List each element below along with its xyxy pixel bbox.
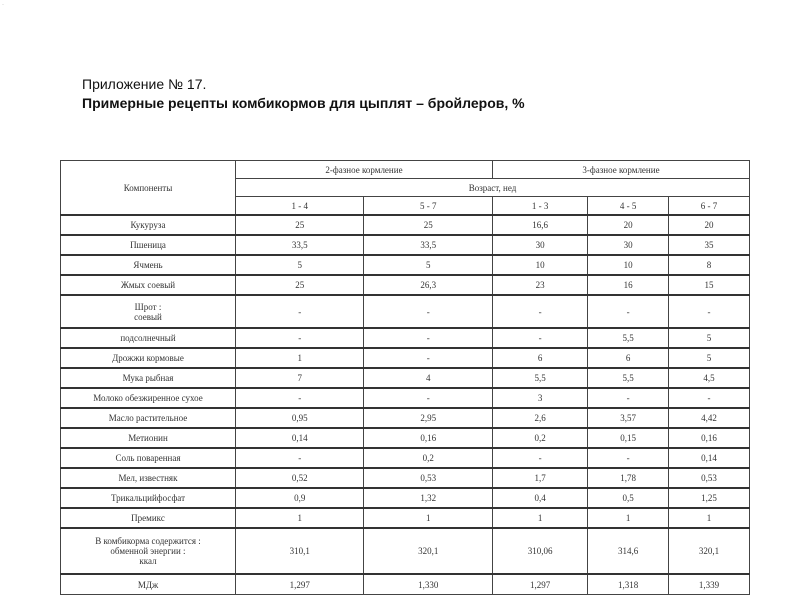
cell-value: 4,5 xyxy=(669,368,750,388)
cell-value: 1,78 xyxy=(588,468,669,488)
row-label: Мел, известняк xyxy=(61,468,236,488)
cell-value: 5,5 xyxy=(588,368,669,388)
cell-value: 1 xyxy=(364,508,493,528)
cell-value: 6 xyxy=(492,348,587,368)
cell-value: 0,15 xyxy=(588,428,669,448)
row-label: Масло растительное xyxy=(61,408,236,428)
cell-value: 26,3 xyxy=(364,275,493,295)
header-age-0: 1 - 4 xyxy=(236,197,364,216)
cell-value: 1 xyxy=(236,508,364,528)
cell-value: 20 xyxy=(669,215,750,235)
cell-value: 10 xyxy=(492,255,587,275)
cell-value: 0,5 xyxy=(588,488,669,508)
row-label: Соль поваренная xyxy=(61,448,236,468)
table-row xyxy=(61,235,750,255)
recipes-table xyxy=(60,160,750,595)
cell-value: 6 xyxy=(588,348,669,368)
cell-value: 30 xyxy=(588,235,669,255)
table-row xyxy=(61,368,750,388)
cell-value: 5,5 xyxy=(588,328,669,348)
cell-value: 0,14 xyxy=(236,428,364,448)
cell-value: 320,1 xyxy=(364,528,493,574)
cell-value: 4,42 xyxy=(669,408,750,428)
cell-value: 310,06 xyxy=(492,528,587,574)
cell-value: - xyxy=(669,295,750,328)
cell-value: 0,2 xyxy=(364,448,493,468)
cell-value: 25 xyxy=(236,275,364,295)
table-row xyxy=(61,468,750,488)
table-row xyxy=(61,488,750,508)
cell-value: 16,6 xyxy=(492,215,587,235)
table-row xyxy=(61,295,750,328)
table-row xyxy=(61,428,750,448)
cell-value: 16 xyxy=(588,275,669,295)
cell-value: 33,5 xyxy=(364,235,493,255)
table-row xyxy=(61,528,750,574)
cell-value: 1 xyxy=(669,508,750,528)
cell-value: 2,95 xyxy=(364,408,493,428)
cell-value: - xyxy=(588,295,669,328)
cell-value: 320,1 xyxy=(669,528,750,574)
table-row xyxy=(61,388,750,408)
row-label: Ячмень xyxy=(61,255,236,275)
cell-value: - xyxy=(236,295,364,328)
cell-value: 1,25 xyxy=(669,488,750,508)
cell-value: 5 xyxy=(669,328,750,348)
cell-value: 33,5 xyxy=(236,235,364,255)
cell-value: 7 xyxy=(236,368,364,388)
cell-value: 1 xyxy=(588,508,669,528)
header-age-1: 5 - 7 xyxy=(364,197,493,216)
cell-value: 1,339 xyxy=(669,574,750,595)
table-row xyxy=(61,255,750,275)
table-row xyxy=(61,348,750,368)
table-row xyxy=(61,215,750,235)
cell-value: 30 xyxy=(492,235,587,255)
row-label: Молоко обезжиренное сухое xyxy=(61,388,236,408)
header-3phase: 3-фазное кормление xyxy=(492,161,749,179)
cell-value: - xyxy=(236,388,364,408)
cell-value: - xyxy=(588,448,669,468)
row-label: Дрожжи кормовые xyxy=(61,348,236,368)
cell-value: 310,1 xyxy=(236,528,364,574)
row-label: Кукуруза xyxy=(61,215,236,235)
row-label: подсолнечный xyxy=(61,328,236,348)
cell-value: 2,6 xyxy=(492,408,587,428)
cell-value: - xyxy=(669,388,750,408)
cell-value: 0,16 xyxy=(364,428,493,448)
cell-value: - xyxy=(364,328,493,348)
cell-value: - xyxy=(492,328,587,348)
cell-value: - xyxy=(364,348,493,368)
cell-value: 0,52 xyxy=(236,468,364,488)
cell-value: 8 xyxy=(669,255,750,275)
cell-value: 1 xyxy=(492,508,587,528)
cell-value: 0,16 xyxy=(669,428,750,448)
cell-value: 5,5 xyxy=(492,368,587,388)
cell-value: - xyxy=(236,448,364,468)
table-row xyxy=(61,328,750,348)
cell-value: 1,330 xyxy=(364,574,493,595)
cell-value: - xyxy=(588,388,669,408)
cell-value: 0,14 xyxy=(669,448,750,468)
cell-value: 5 xyxy=(364,255,493,275)
table-row xyxy=(61,508,750,528)
header-2phase: 2-фазное кормление xyxy=(236,161,493,179)
cell-value: 0,53 xyxy=(669,468,750,488)
cell-value: 5 xyxy=(669,348,750,368)
cell-value: 314,6 xyxy=(588,528,669,574)
cell-value: 0,95 xyxy=(236,408,364,428)
row-label: Трикальцийфосфат xyxy=(61,488,236,508)
cell-value: 1,32 xyxy=(364,488,493,508)
table-row xyxy=(61,448,750,468)
row-label: Жмых соевый xyxy=(61,275,236,295)
table-row xyxy=(61,408,750,428)
row-label: В комбикорма содержится : обменной энергии : ккал xyxy=(61,528,236,574)
header-components: Компоненты xyxy=(61,161,236,216)
row-label: Премикс xyxy=(61,508,236,528)
cell-value: 1,318 xyxy=(588,574,669,595)
cell-value: 0,4 xyxy=(492,488,587,508)
cell-value: 1,7 xyxy=(492,468,587,488)
cell-value: - xyxy=(492,295,587,328)
cell-value: 25 xyxy=(364,215,493,235)
cell-value: 1,297 xyxy=(236,574,364,595)
page-title: Примерные рецепты комбикормов для цыплят – бройлеров, % xyxy=(82,95,525,111)
table-row xyxy=(61,275,750,295)
cell-value: - xyxy=(364,388,493,408)
cell-value: - xyxy=(492,448,587,468)
table-row xyxy=(61,574,750,595)
row-label: Пшеница xyxy=(61,235,236,255)
row-label: МДж xyxy=(61,574,236,595)
row-label: Мука рыбная xyxy=(61,368,236,388)
cell-value: 1,297 xyxy=(492,574,587,595)
cell-value: - xyxy=(364,295,493,328)
cell-value: 4 xyxy=(364,368,493,388)
cell-value: 23 xyxy=(492,275,587,295)
cell-value: 0,2 xyxy=(492,428,587,448)
cell-value: 3,57 xyxy=(588,408,669,428)
header-age-3: 4 - 5 xyxy=(588,197,669,216)
cell-value: 1 xyxy=(236,348,364,368)
cell-value: 25 xyxy=(236,215,364,235)
cell-value: 15 xyxy=(669,275,750,295)
cell-value: 35 xyxy=(669,235,750,255)
cell-value: 5 xyxy=(236,255,364,275)
corner-mark: · xyxy=(2,2,4,8)
row-label: Метионин xyxy=(61,428,236,448)
cell-value: 10 xyxy=(588,255,669,275)
header-age-2: 1 - 3 xyxy=(492,197,587,216)
header-age-4: 6 - 7 xyxy=(669,197,750,216)
cell-value: 3 xyxy=(492,388,587,408)
row-label: Шрот : соевый xyxy=(61,295,236,328)
cell-value: 20 xyxy=(588,215,669,235)
appendix-number: Приложение № 17. xyxy=(82,76,207,92)
cell-value: - xyxy=(236,328,364,348)
cell-value: 0,53 xyxy=(364,468,493,488)
header-age: Возраст, нед xyxy=(236,179,750,197)
cell-value: 0,9 xyxy=(236,488,364,508)
